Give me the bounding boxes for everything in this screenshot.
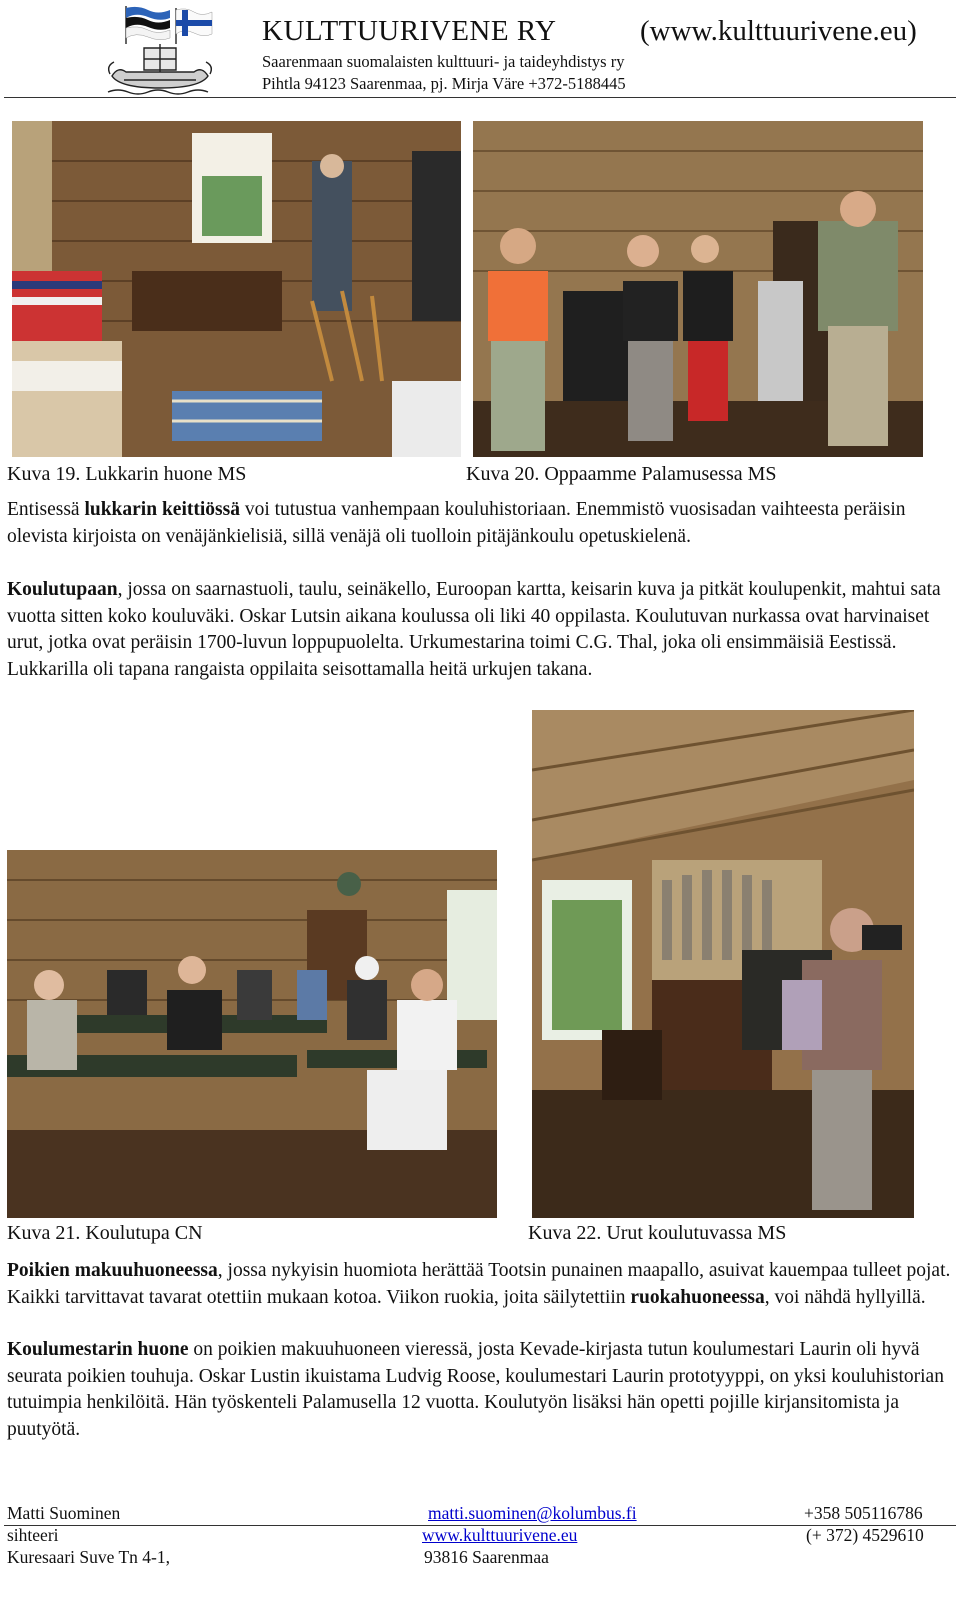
- footer-web-link[interactable]: www.kulttuurivene.eu: [422, 1525, 578, 1545]
- organization-address: Pihtla 94123 Saarenmaa, pj. Mirja Väre +372-5188445: [262, 74, 626, 93]
- emphasis-koulutupaan: Koulutupaan: [7, 579, 118, 600]
- organization-name: KULTTUURIVENE RY: [262, 15, 557, 47]
- caption-kuva-22: Kuva 22. Urut koulutuvassa MS: [528, 1222, 787, 1244]
- footer-phone-finland: +358 505116786: [804, 1503, 923, 1523]
- footer-street: Kuresaari Suve Tn 4-1,: [7, 1547, 170, 1567]
- emphasis-poikien-makuuhuoneessa: Poikien makuuhuoneessa: [7, 1260, 218, 1281]
- organization-logo: [104, 4, 216, 96]
- photo-lukkarin-huone: [12, 121, 461, 457]
- viking-ship-icon: [108, 44, 211, 94]
- footer-name: Matti Suominen: [7, 1503, 121, 1523]
- paragraph-poikien-makuuhuone: Poikien makuuhuoneessa, jossa nykyisin huomiota herättää Tootsin punainen maapallo, asuivat kauempaa tulleet pojat. Kaikki tarvittavat tavarat otettiin mukaan kotoa. Viikon ruokia, joita säilytettiin ruokahuoneessa, voi nähdä hyllyillä.: [7, 1260, 951, 1308]
- footer-phone-estonia: (+ 372) 4529610: [806, 1525, 924, 1545]
- photo-oppaamme-palamusessa: [473, 121, 923, 457]
- photo-urut-koulutuvassa: [532, 710, 914, 1218]
- organization-subtitle: Saarenmaan suomalaisten kulttuuri- ja taideyhdistys ry: [262, 52, 625, 71]
- paragraph-koulutupa: Koulutupaan, jossa on saarnastuoli, taulu, seinäkello, Euroopan kartta, keisarin kuva ja pitkät koulupenkit, mahtui sata vuotta sitten koko kouluväki. Oskar Lutsin aikana koulussa oli liki 40 oppilasta. Koulutuvan nurkassa ovat harvinaiset urut, jotka ovat peräisin 1700-luvun loppupuolelta. Urkumestarina toimi C.G. Thal, joka oli ensimmäisiä Eestissä. Lukkarilla oli tapana rangaista oppilaita seisottamalla heitä urkujen takana.: [7, 579, 941, 680]
- caption-kuva-19: Kuva 19. Lukkarin huone MS: [7, 463, 247, 485]
- header-divider: [4, 97, 956, 98]
- emphasis-ruokahuoneessa: ruokahuoneessa: [630, 1286, 765, 1308]
- finnish-flag-icon: [176, 8, 212, 44]
- estonian-flag-icon: [126, 6, 170, 44]
- paragraph-lukkarin-keittio: Entisessä lukkarin keittiössä voi tutustua vanhempaan kouluhistoriaan. Enemmistö vuosisadan vaihteesta peräisin olevista kirjoista on venäjänkielisiä, sillä venäjä oli tuolloin pitäjänkoulu opetuskielenä.: [7, 499, 906, 547]
- organization-url: (www.kulttuurivene.eu): [640, 15, 917, 47]
- caption-kuva-21: Kuva 21. Koulutupa CN: [7, 1222, 203, 1244]
- paragraph-koulumestarin-huone: Koulumestarin huone on poikien makuuhuoneen vieressä, josta Kevade-kirjasta tutun koulumestari Laurin oli hyvä seurata poikien touhuja. Oskar Lustin ikuistama Ludvig Roose, koulumestari Laurin prototyyppi, on yksi kouluhistorian tutuimpia henkilöitä. Hän työskenteli Palamusella 12 vuotta. Koulutyön lisäksi hän opetti pojille kirjansitomista ja puutyötä.: [7, 1339, 944, 1440]
- footer-email-link[interactable]: matti.suominen@kolumbus.fi: [428, 1503, 637, 1523]
- emphasis-lukkarin-keittio: lukkarin keittiössä: [84, 499, 240, 520]
- photo-koulutupa: [7, 850, 497, 1218]
- emphasis-koulumestarin-huone: Koulumestarin huone: [7, 1339, 189, 1360]
- footer-city: 93816 Saarenmaa: [424, 1547, 549, 1567]
- footer-role: sihteeri: [7, 1525, 59, 1545]
- caption-kuva-20: Kuva 20. Oppaamme Palamusessa MS: [466, 463, 777, 485]
